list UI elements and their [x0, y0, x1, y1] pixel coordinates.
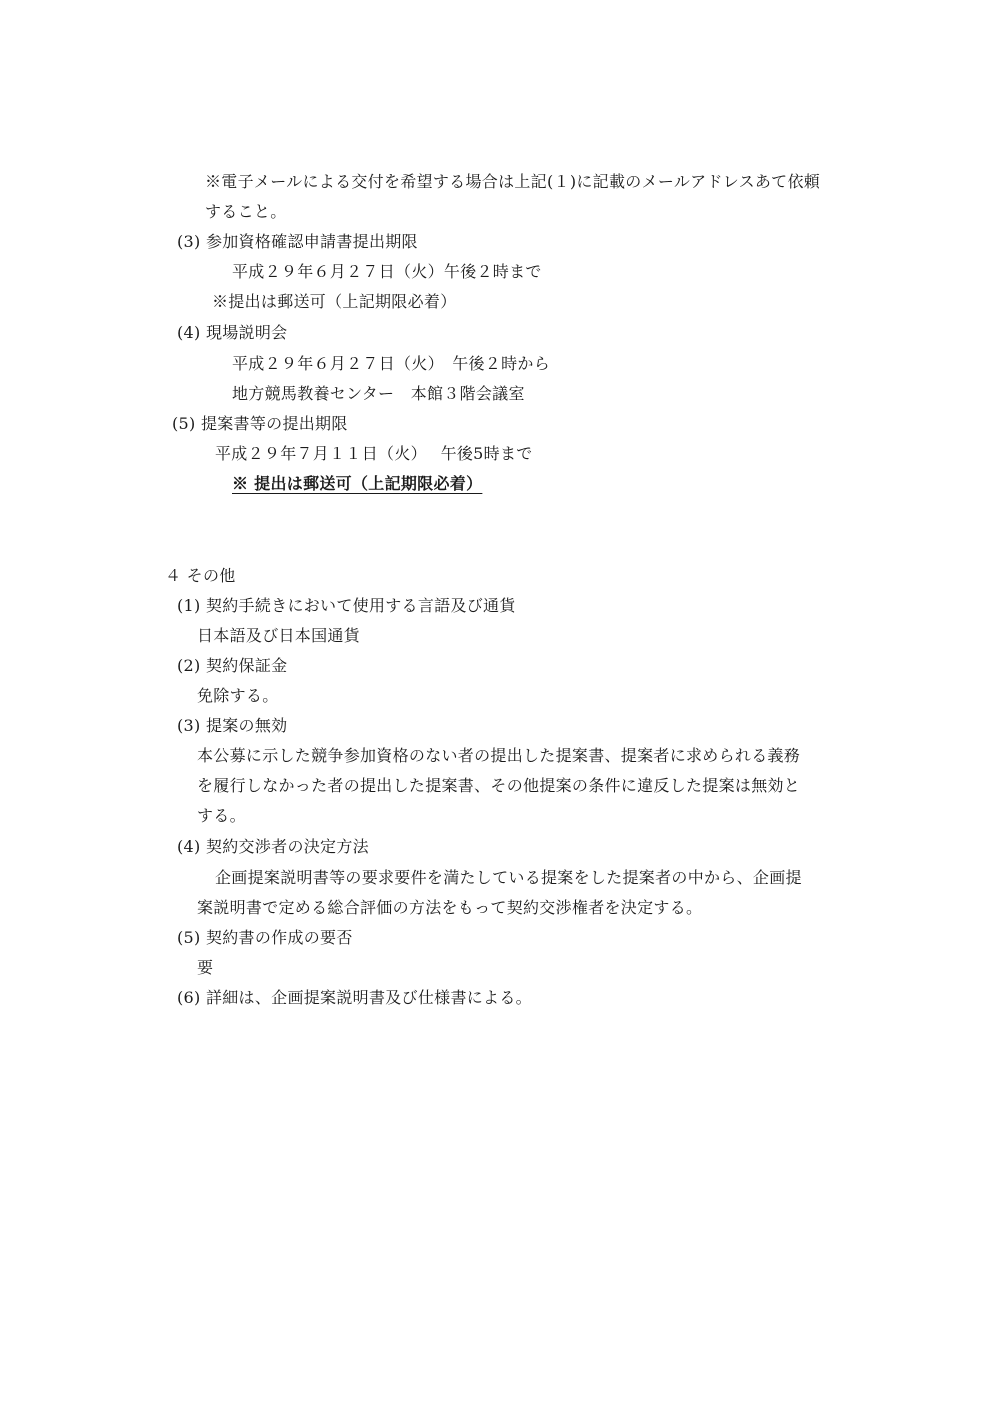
item-4-4-heading: (4) 契約交渉者の決定方法	[177, 837, 369, 856]
item-4-4-body-line2: 案説明書で定める総合評価の方法をもって契約交渉権者を決定する。	[197, 898, 703, 917]
item-4-1-heading: (1) 契約手続きにおいて使用する言語及び通貨	[177, 596, 516, 615]
item-4-5-body: 要	[197, 958, 214, 977]
item-4-4-body-line1: 企画提案説明書等の要求要件を満たしている提案をした提案者の中から、企画提	[215, 868, 802, 887]
item-3-5-date: 平成２９年７月１１日（火） 午後5時まで	[215, 444, 533, 463]
item-3-4-date: 平成２９年６月２７日（火） 午後２時から	[232, 354, 551, 373]
item-4-3-body-line1: 本公募に示した競争参加資格のない者の提出した提案書、提案者に求められる義務	[197, 746, 801, 765]
item-3-3-heading: (3) 参加資格確認申請書提出期限	[177, 232, 418, 251]
email-delivery-note: ※電子メールによる交付を希望する場合は上記(１)に記載のメールアドレスあて依頼	[205, 172, 821, 191]
section-4-heading: ４ その他	[165, 566, 236, 585]
item-3-3-date: 平成２９年６月２７日（火）午後２時まで	[232, 262, 542, 281]
item-4-2-body: 免除する。	[197, 686, 279, 705]
item-3-5-heading: (5) 提案書等の提出期限	[172, 414, 348, 433]
item-4-6-heading: (6) 詳細は、企画提案説明書及び仕様書による。	[177, 988, 532, 1007]
item-4-1-body: 日本語及び日本国通貨	[197, 626, 361, 645]
item-4-3-heading: (3) 提案の無効	[177, 716, 288, 735]
item-4-3-body-line3: する。	[197, 806, 246, 825]
item-3-4-heading: (4) 現場説明会	[177, 323, 288, 342]
item-3-4-place: 地方競馬教養センター 本館３階会議室	[232, 384, 525, 403]
item-4-5-heading: (5) 契約書の作成の要否	[177, 928, 353, 947]
item-4-2-heading: (2) 契約保証金	[177, 656, 288, 675]
item-3-3-note: ※提出は郵送可（上記期限必着）	[212, 292, 457, 311]
email-delivery-note-cont: すること。	[205, 202, 287, 221]
item-4-3-body-line2: を履行しなかった者の提出した提案書、その他提案の条件に違反した提案は無効と	[197, 776, 801, 795]
item-3-5-note: ※ 提出は郵送可（上記期限必着）	[232, 474, 483, 493]
